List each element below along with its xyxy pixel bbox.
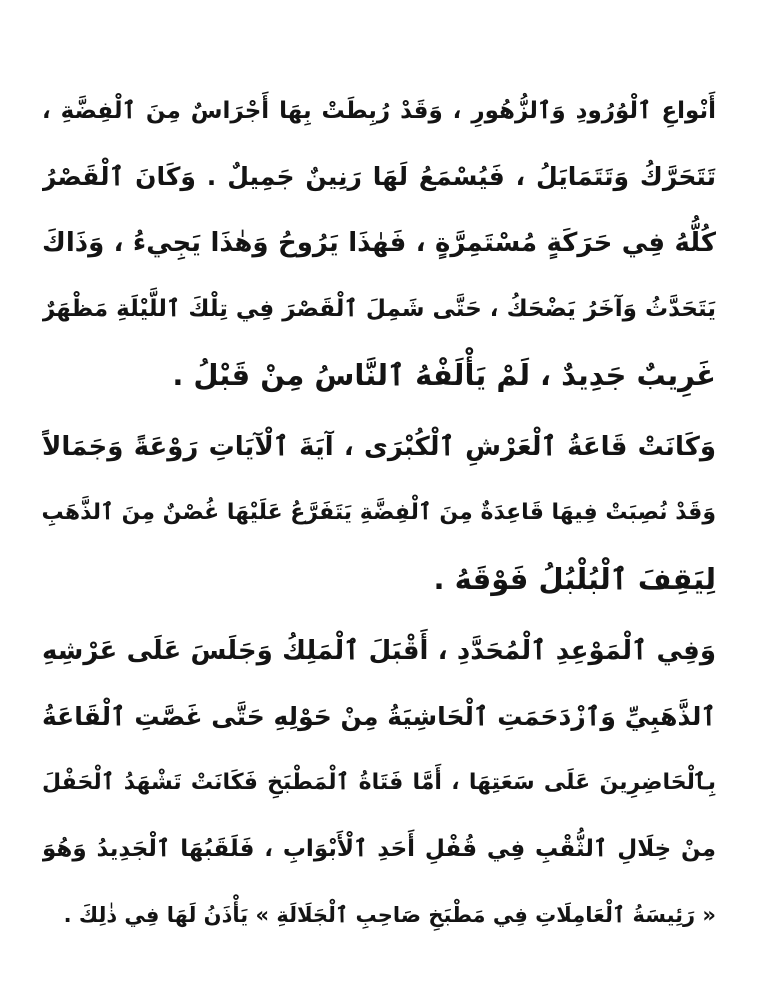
paragraph-1 — [42, 78, 716, 408]
text-line: مِنْ خِلَالِ ٱلثُّقْبِ فِي قُفْلِ أَحَدِ ٱلْأَبْوَابِ ، فَلَقَبُهَا ٱلْجَدِيدُ وَهُوَ — [42, 836, 716, 862]
text-line: بِٱلْحَاضِرِينَ عَلَى سَعَتِهَا ، أَمَّا فَتَاةُ ٱلْمَطْبَخِ فَكَانَتْ تَشْهَدُ ٱلْحَفْلَ — [42, 770, 716, 795]
text-line: وَفِي ٱلْمَوْعِدِ ٱلْمُحَدَّدِ ، أَقْبَلَ ٱلْمَلِكُ وَجَلَسَ عَلَى عَرْشِهِ — [42, 636, 716, 666]
text-line: تَتَحَرَّكُ وَتَتَمَايَلُ ، فَيُسْمَعُ لَهَا رَنِينٌ جَمِيلٌ . وَكَانَ ٱلْقَصْرُ — [42, 162, 716, 191]
text-line: يَتَحَدَّثُ وَآخَرُ يَضْحَكُ ، حَتَّى شَمِلَ ٱلْقَصْرَ فِي تِلْكَ ٱللَّيْلَةِ مَظْهَرٌ — [42, 296, 716, 322]
arabic-text-block — [42, 78, 716, 948]
paragraph-2 — [42, 414, 716, 612]
text-line: وَكَانَتْ قَاعَةُ ٱلْعَرْشِ ٱلْكُبْرَى ، آيَةَ ٱلْآيَاتِ رَوْعَةً وَجَمَالاً — [42, 432, 716, 462]
text-line: « رَئِيسَةُ ٱلْعَامِلَاتِ فِي مَطْبَخِ صَاحِبِ ٱلْجَلَالَةِ » يَأْذَنُ لَهَا فِي ذٰلِكَ . — [63, 903, 716, 927]
text-line: لِيَقِفَ ٱلْبُلْبُلُ فَوْقَهُ . — [433, 562, 716, 596]
text-line: وَقَدْ نُصِبَتْ فِيهَا قَاعِدَةٌ مِنَ ٱلْفِضَّةِ يَتَفَرَّعُ عَلَيْهَا غُصْنٌ مِنَ ٱلذَّهَبِ — [42, 500, 716, 525]
text-line: غَرِيبٌ جَدِيدٌ ، لَمْ يَأْلَفْهُ ٱلنَّاسُ مِنْ قَبْلُ . — [172, 358, 716, 392]
text-line: أَنْواعِ ٱلْوُرُودِ وَٱلزُّهُورِ ، وَقَدْ رُبِطَتْ بِهَا أَجْرَاسٌ مِنَ ٱلْفِضَّةِ ، — [42, 98, 716, 124]
text-line: كُلُّهُ فِي حَرَكَةٍ مُسْتَمِرَّةٍ ، فَهٰذَا يَرُوحُ وَهٰذَا يَجِيءُ ، وَذَاكَ — [42, 228, 716, 258]
text-line: ٱلذَّهَبِيِّ وَٱزْدَحَمَتِ ٱلْحَاشِيَةُ مِنْ حَوْلِهِ حَتَّى غَصَّتِ ٱلْقَاعَةُ — [42, 702, 716, 731]
paragraph-3 — [42, 618, 716, 948]
